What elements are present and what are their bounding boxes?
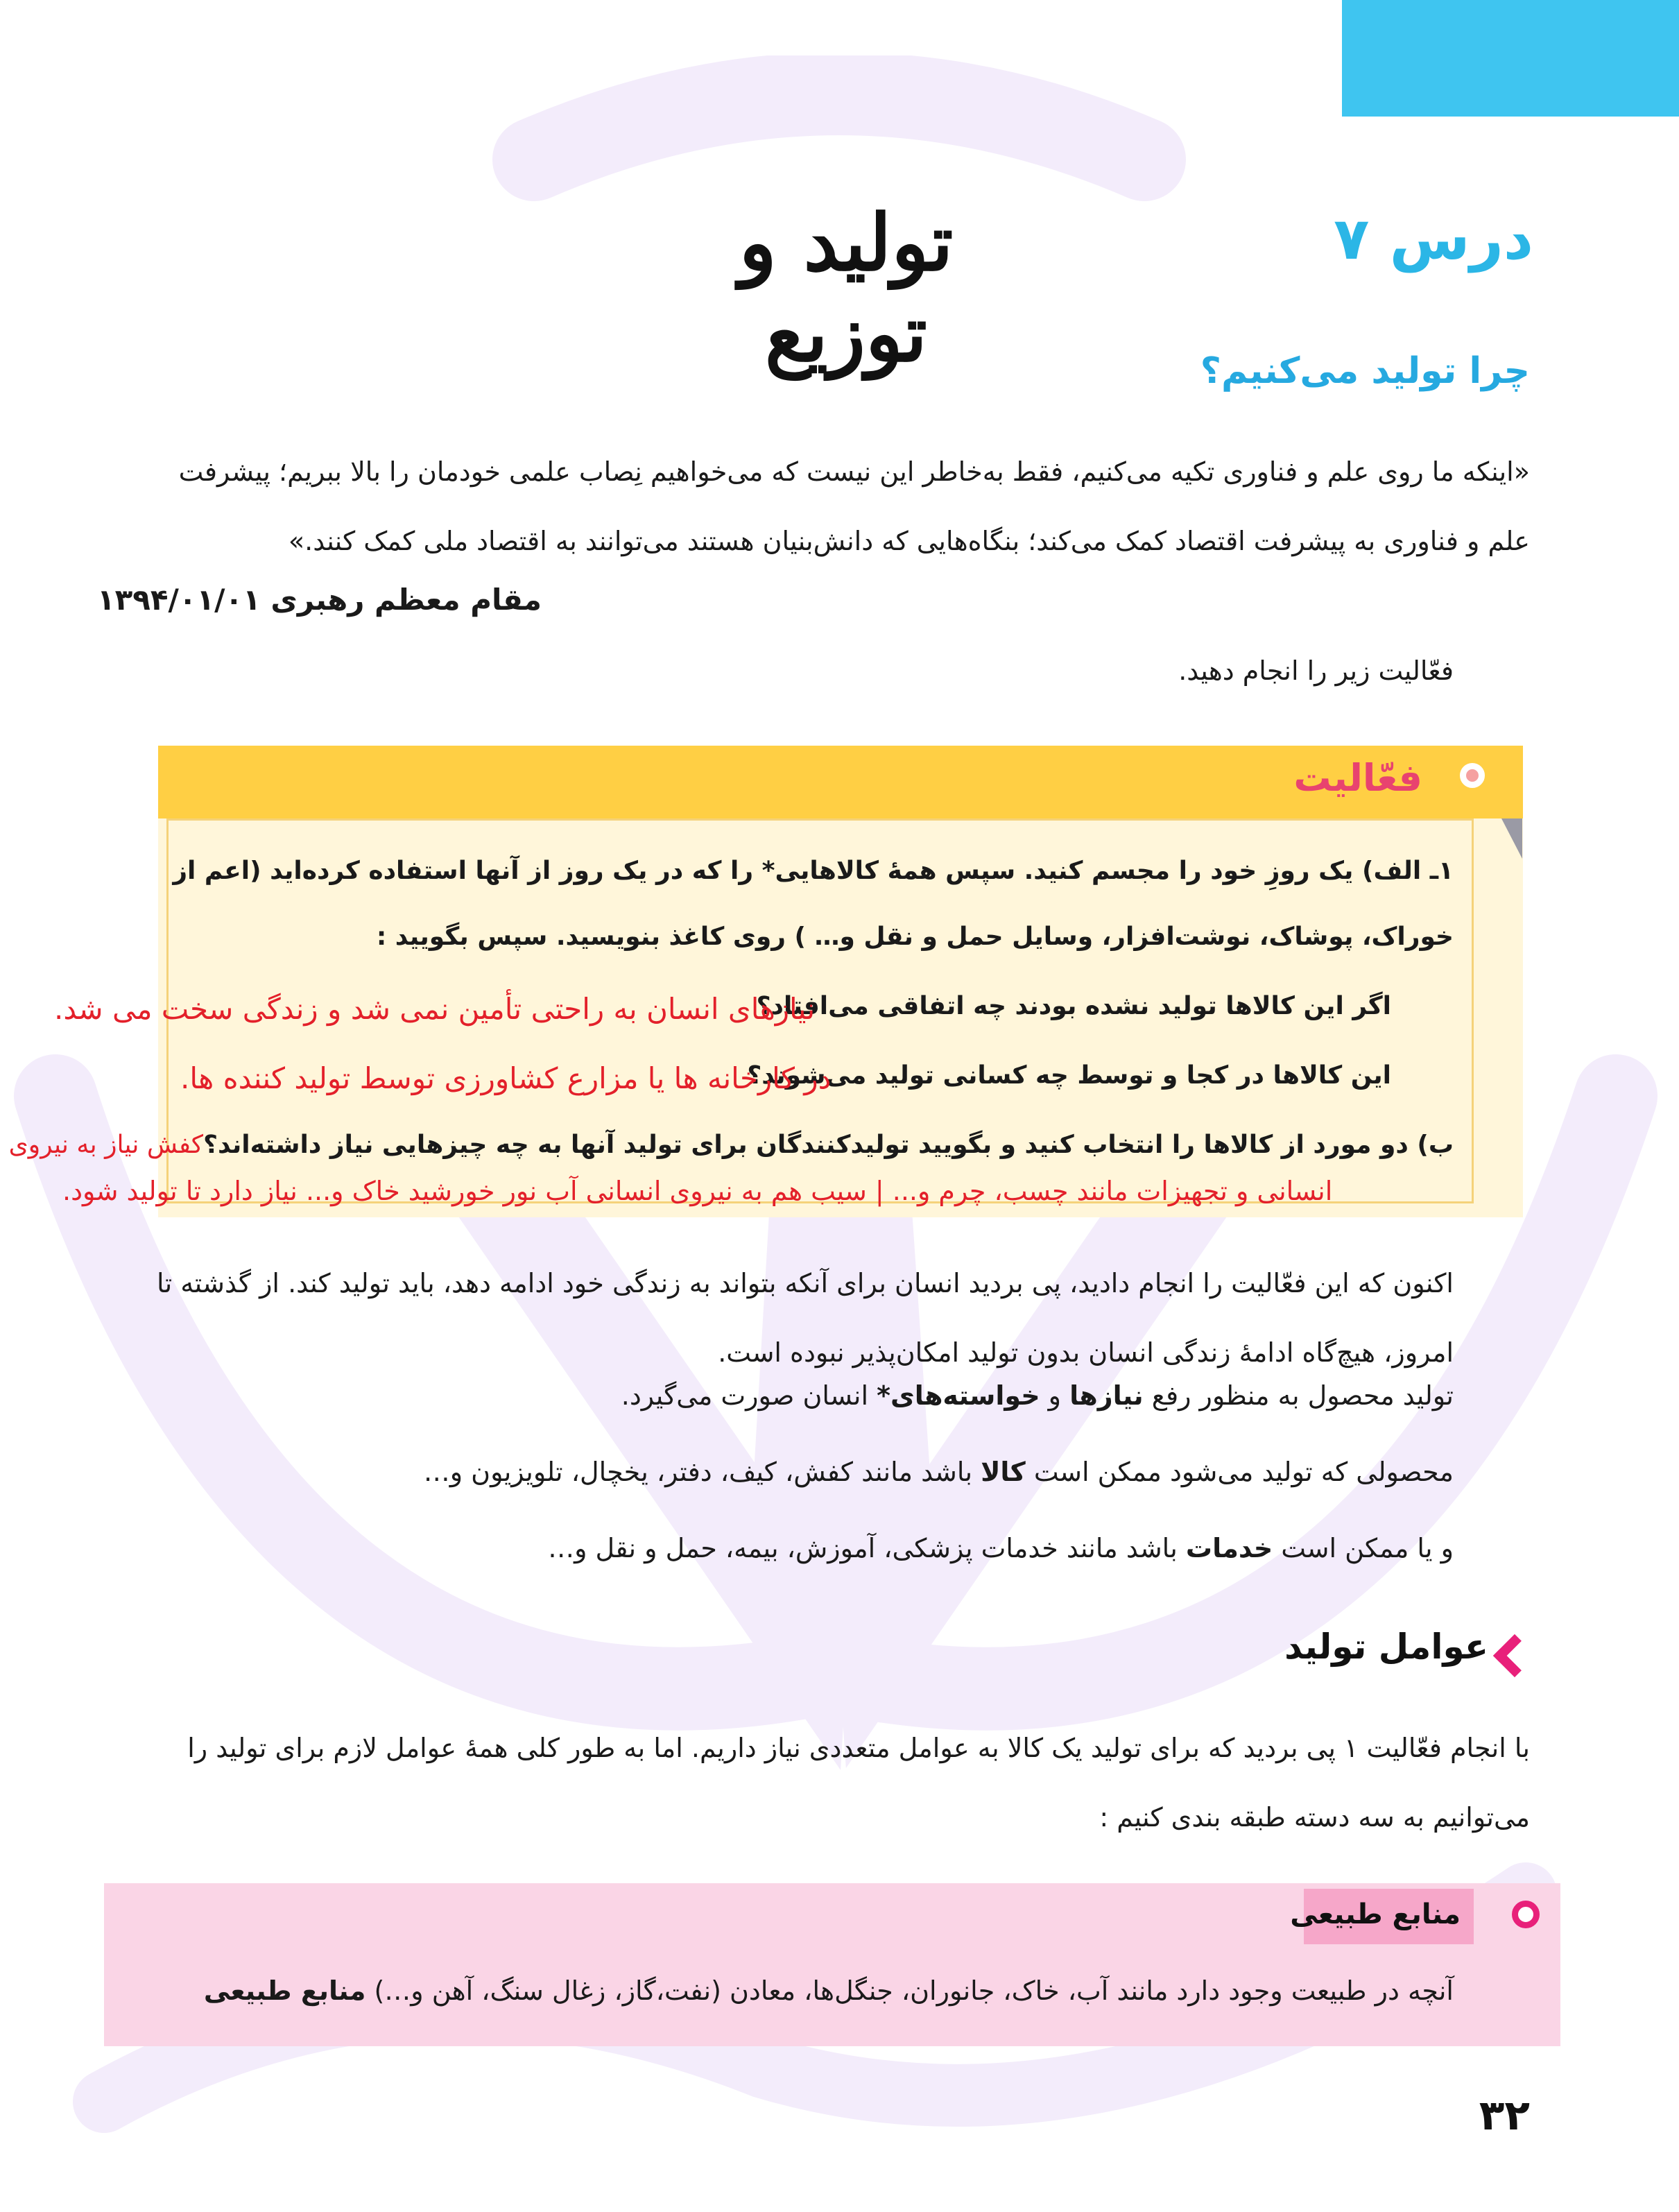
activity-instruction: فعّالیت زیر را انجام دهید. <box>1178 655 1454 686</box>
p4-bold-services: خدمات <box>1185 1533 1273 1563</box>
nr-text-body: آنچه در طبیعت وجود دارد مانند آب، خاک، جانوران، جنگل‌ها، معادن (نفت،گاز، زغال سنگ، آهن و…) <box>365 1975 1454 2006</box>
p2-text-c: انسان صورت می‌گیرد. <box>621 1380 877 1411</box>
section-heading-why-produce: چرا تولید می‌کنیم؟ <box>1200 350 1530 392</box>
activity-question-2: این کالاها در کجا و توسط چه کسانی تولید می‌شوند؟ <box>747 1061 1391 1090</box>
p2-text-a: تولید محصول به منظور رفع <box>1143 1380 1454 1411</box>
p2-bold-wants: خواسته‌های* <box>877 1380 1040 1411</box>
quote-paragraph: «اینکه ما روی علم و فناوری تکیه می‌کنیم، فقط به‌خاطر این نیست که می‌خواهیم نِصاب علمی خودمان را بالا ببریم؛ پیشرفت علم و فناوری به پیشرفت اقتصاد کمک می‌کند؛ بنگاه‌هایی که دانش‌بنیان هستند می‌توانند به اقتصاد ملی کمک کنند.» <box>178 456 1530 556</box>
p3-text-b: باشد مانند کفش، کیف، دفتر، یخچال، تلویزیون و… <box>423 1457 981 1487</box>
lesson-label: درس ۷ <box>1334 205 1533 273</box>
activity-question-1: اگر این کالاها تولید نشده بودند چه اتفاقی می‌افتاد؟ <box>756 992 1391 1020</box>
quote-source: مقام معظم رهبری ۱۳۹۴/۰۱/۰۱ <box>96 583 542 617</box>
factors-paragraph: با انجام فعّالیت ۱ پی بردید که برای تولید یک کالا به عوامل متعددی نیاز داریم. اما به طور کلی همهٔ عوامل لازم برای تولید را می‌توانیم به سه دسته طبقه بندی کنیم : <box>187 1733 1530 1833</box>
activity-answer-b-part2: انسانی و تجهیزات مانند چسب، چرم و... | سیب هم به نیروی انسانی آب نور خورشید خاک و... نیاز دارد تا تولید شود. <box>62 1176 1333 1206</box>
activity-line-a2: خوراک، پوشاک، نوشت‌افزار، وسایل حمل و نقل و… ) روی کاغذ بنویسید. سپس بگویید : <box>376 923 1454 951</box>
p4-text-b: باشد مانند خدمات پزشکی، آموزش، بیمه، حمل و نقل و… <box>548 1533 1186 1563</box>
p3-text-a: محصولی که تولید می‌شود ممکن است <box>1025 1457 1454 1487</box>
lesson-title: تولید و توزیع <box>739 198 954 379</box>
p3-bold-goods: کالا <box>981 1457 1026 1487</box>
page-fold-icon <box>1501 818 1522 859</box>
body-paragraph-1: اکنون که این فعّالیت را انجام دادید، پی بردید انسان برای آنکه بتواند به زندگی خود ادامه دهد، باید تولید کند. از گذشته تا امروز، هیچ‌گاه ادامهٔ زندگی انسان بدون تولید امکان‌پذیر نبوده است. <box>157 1268 1454 1368</box>
page-number: ۳۲ <box>1479 2091 1530 2140</box>
natural-resources-text <box>204 1975 1454 2006</box>
activity-question-b <box>9 1131 1454 1159</box>
activity-answer-b-part1: کفش نیاز به نیروی <box>8 1131 204 1159</box>
circle-bullet-icon <box>1512 1901 1540 1928</box>
activity-line-a1: ۱ـ الف) یک روزِ خود را مجسم کنید. سپس همهٔ کالاهایی* را که در یک روز از آنها استفاده کرده‌اید (اعم از <box>173 857 1454 885</box>
natural-resources-label: منابع طبیعی <box>1290 1898 1461 1930</box>
chevron-left-icon <box>1493 1634 1536 1677</box>
p4-text-a: و یا ممکن است <box>1273 1533 1454 1563</box>
activity-answer-2: در کارخانه ها یا مزارع کشاورزی توسط تولید کننده ها. <box>180 1061 832 1095</box>
body-paragraph-3 <box>424 1457 1454 1487</box>
activity-answer-1: نیازهای انسان به راحتی تأمین نمی شد و زندگی سخت می شد. <box>54 992 816 1026</box>
p2-bold-needs: نیازها <box>1069 1380 1144 1411</box>
body-paragraph-2 <box>621 1380 1454 1411</box>
top-color-band <box>1342 0 1679 117</box>
p2-text-b: و <box>1040 1380 1070 1411</box>
body-paragraph-4 <box>548 1533 1454 1563</box>
section-heading-factors: عوامل تولید <box>1284 1627 1488 1667</box>
activity-question-b-text: ب) دو مورد از کالاها را انتخاب کنید و بگویید تولیدکنندگان برای تولید آنها به چه چیزهایی نیاز داشته‌اند؟ <box>203 1131 1454 1159</box>
nr-text-bold: منابع طبیعی <box>203 1975 366 2006</box>
activity-title: فعّالیت <box>1293 756 1422 800</box>
circle-bullet-icon <box>1460 763 1485 788</box>
